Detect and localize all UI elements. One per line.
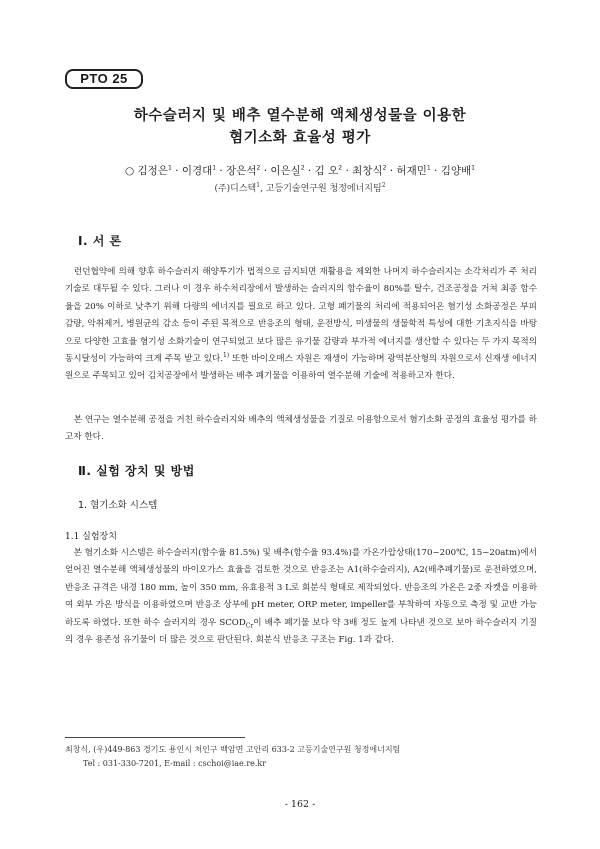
intro-paragraph: 런던협약에 의해 향후 하수슬러지 해양투기가 법적으로 금지되면 재활용을 제외한 나머지 하수슬러지는 소각처리가 주 처리기술로 대두될 수 있다. 그러나 이 경우 하수처리장에서 발생하는 슬러지의 함수율이 80%를 탈수, 건조공정을 거쳐 최종 함수율을 20% 이하로 낮추기 위해 다량의 에너지를 필요로 하고 있다. 고형 폐기물의 처리에 적용되어온 혐기성 소화공정은 부피감량, 악취제거, 병원균의 감소 등이 주된 목적으로 반응조의 형태, 운전방식, 미생물의 생물학적 특성에 대한 기초지식을 바탕으로 다양한 고효율 혐기성 소화기술이 연구되었고 보다 많은 유기물 감량과 부가적 에너지를 생산할 수 있다는 두 가지 목적의 동시달성이 가능하여 크게 주목 받고 있다.$^{1)}$ 또한 바이오매스 자원은 재생이 가능하며 광역분산형의 자원으로서 신재생 에너지원으로 주목되고 있어 김치공장에서 발생하는 배추 폐기물을 이용하여 열수분해 기술에 적용하고자 한다. [65,267,537,382]
author-name: · 최창식 [345,165,383,177]
affiliations: (주)디스텍$^1$, 고등기술연구원 청정에너지팀$^2$ [214,182,386,194]
paper-title-line1: 하수슬러지 및 배추 열수분해 액체생성물을 이용한 [133,108,467,124]
author-name: · 김 오 [307,165,339,177]
author-list: ○ 김정은$^1$ · 이경대$^1$ · 장은석$^2$ · 이은실$^2$ · 김 오$^2$ · 최창식$^2$ · 허재민$^1$ · 김양배$^1$ [125,164,475,177]
author-name: · 장은석 [219,165,257,177]
methods-paragraph: 본 혐기소화 시스템은 하수슬러지(함수율 81.5%) 및 배추(함수율 93.4%)를 가온가압상태(170~200℃, 15~20atm)에서 얻어진 열수분해 액체생성물의 바이오가스 효율을 검토한 것으로 반응조는 A1(하수슬러지), A2(배추폐기물)로 운전하였으며, 반응조 규격은 내경 180 mm, 높이 350 mm, 유효용적 3 L로 회분식 형태로 제작되었다. 반응조의 가온은 2중 자켓을 이용하여 외부 가온 방식을 이용하였으며 반응조 상부에 pH meter, ORP meter, impeller를 부착하여 자동으로 측정 및 교반 가능하도록 하였다. 또한 하수 슬러지의 경우 $SCOD_{Cr}$이 배추 폐기물 보다 약 3배 정도 높게 나타낸 것으로 보아 하수슬러지 기질의 경우 용존성 유기물이 더 많은 것으로 판단된다. 회분식 반응조 구조는 Fig. 1과 같다. [65,548,537,646]
session-code-badge: PTO 25 [65,69,143,89]
author-name: · 이경대 [175,165,213,177]
subsection-heading: 1. 혐기소화 시스템 [78,500,158,511]
page-number: - 162 - [284,799,316,810]
author-name: · 허재민 [389,165,427,177]
author-name: · 김양배 [434,165,472,177]
paper-title-line2: 혐기소화 효율성 평가 [229,130,371,146]
author-name: ○ 김정은 [125,165,168,177]
reference-marker: 1) [223,352,230,360]
author-name: · 이은실 [263,165,301,177]
subsubsection-heading: 1.1 실험장치 [65,532,117,542]
section-heading-methods: Ⅱ. 실험 장치 및 방법 [78,464,195,478]
section-heading-introduction: Ⅰ. 서 론 [78,234,122,248]
footnote-address: 최창식, (우)449-863 경기도 용인시 처인구 백암면 고안리 633-2 고등기술연구원 청정에너지팀 [65,745,401,754]
footnote-contact: Tel : 031-330-7201, E-mail : cschoi@iae.re.kr [83,759,267,768]
footnote-divider [65,737,245,738]
objective-paragraph: 본 연구는 열수분해 공정을 거친 하수슬러지와 배추의 액체생성물을 기질로 이용함으로서 혐기소화 공정의 효율성 평가를 하고자 한다. [65,415,537,443]
